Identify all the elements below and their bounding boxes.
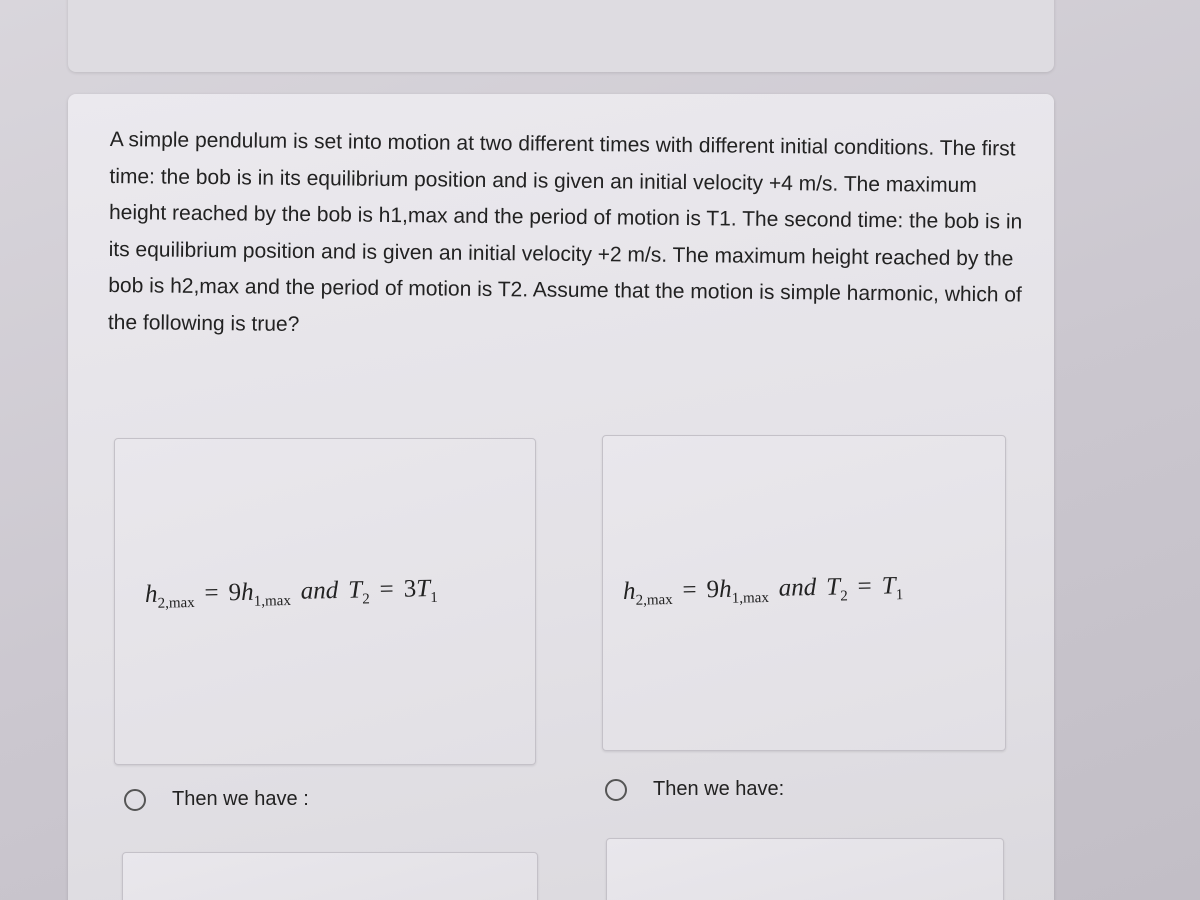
option-a-choice[interactable] xyxy=(124,788,309,811)
option-d-image[interactable] xyxy=(606,838,1004,900)
option-a-label: Then we have : xyxy=(172,788,309,810)
option-b-radio[interactable] xyxy=(605,779,627,801)
question-text: A simple pendulum is set into motion at two different times with different initial conditions. The first time: the bob is in its equilibrium position and is given an initial velocity +4 m/s. The maximum height reached by the bob is h1,max and the period of motion is T1. The second time: the bob is in its equilibrium position and is given an initial velocity +2 m/s. The maximum height reached by the bob is h2,max and the period of motion is T2. Assume that the motion is simple harmonic, which of the following is true? xyxy=(107,127,1023,336)
option-a-radio[interactable] xyxy=(124,789,146,811)
option-a-formula: $h_{2,max} = 9h_{1,max}$ and $T_2 = 3T_1$ xyxy=(144,575,438,612)
previous-question-card xyxy=(68,0,1054,72)
option-b-label: Then we have: xyxy=(653,778,785,800)
option-b-choice[interactable] xyxy=(605,778,784,801)
option-b-image[interactable] xyxy=(602,435,1006,751)
option-b-formula: $h_{2,max} = 9h_{1,max}$ and $T_2 = T_1$ xyxy=(622,572,904,609)
option-a-image[interactable] xyxy=(114,438,536,765)
option-c-image[interactable] xyxy=(122,852,538,900)
